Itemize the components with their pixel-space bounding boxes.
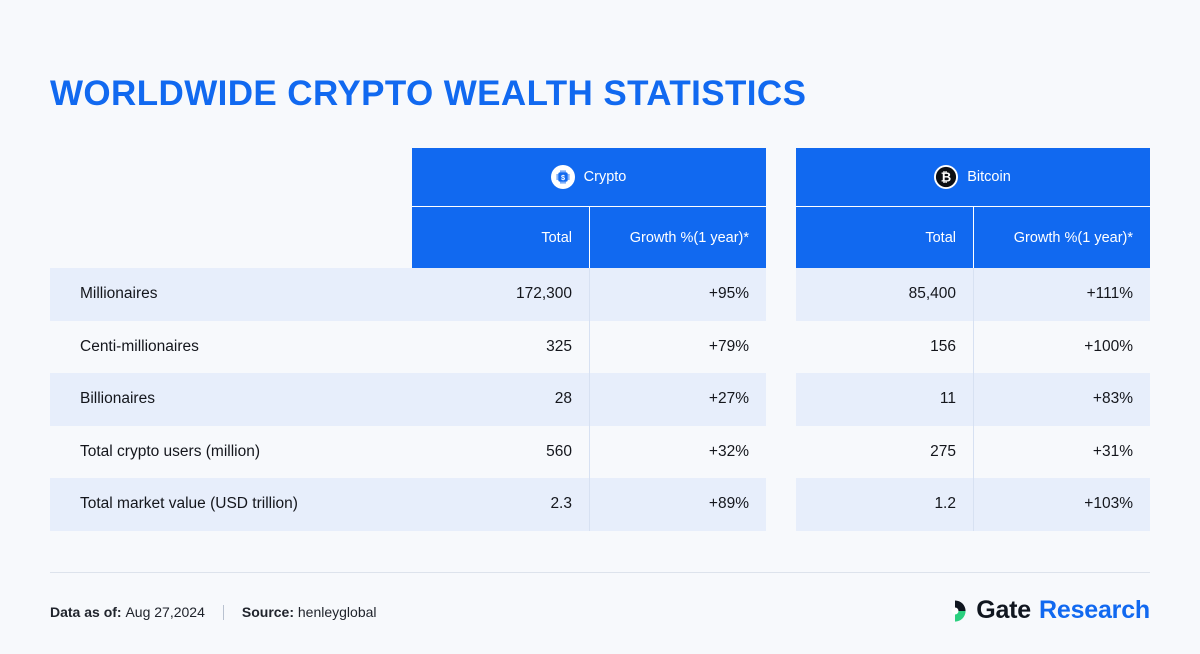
cell-bitcoin-growth: +31% [973, 426, 1150, 479]
footer-divider [50, 572, 1150, 573]
group-header-crypto [412, 148, 766, 206]
subheader-crypto-growth: Growth %(1 year)* [589, 206, 766, 268]
table-row [50, 426, 1150, 479]
column-gap [766, 373, 796, 426]
column-gap [766, 321, 796, 374]
table-body [50, 268, 1150, 531]
cell-crypto-growth: +95% [589, 268, 766, 321]
row-label: Millionaires [50, 268, 412, 321]
group-header-row [50, 148, 1150, 206]
cell-crypto-total: 560 [546, 442, 572, 460]
row-label: Total market value (USD trillion) [50, 478, 412, 531]
column-gap [766, 268, 796, 321]
column-gap-2 [766, 206, 796, 268]
brand-gate-text: Gate [976, 596, 1032, 624]
cell-crypto-growth: +89% [589, 478, 766, 531]
cell-crypto-growth: +27% [589, 373, 766, 426]
svg-text:$: $ [560, 172, 565, 182]
subheader-crypto-total: Total [412, 206, 589, 268]
cell-bitcoin-growth: +103% [973, 478, 1150, 531]
footer-meta [50, 604, 377, 620]
subheader-bitcoin-total: Total [796, 206, 973, 268]
gate-logo-icon [942, 598, 968, 624]
empty-corner-cell-2 [50, 206, 412, 268]
crypto-chip-icon [551, 165, 575, 189]
gate-research-logo [942, 596, 1150, 625]
brand-research-text: Research [1039, 596, 1150, 624]
page-title: WORLDWIDE CRYPTO WEALTH STATISTICS [50, 74, 807, 113]
group-header-bitcoin-label: Bitcoin [967, 169, 1011, 185]
cell-bitcoin-growth: +83% [973, 373, 1150, 426]
cell-crypto-growth: +79% [589, 321, 766, 374]
cell-crypto-total: 325 [546, 337, 572, 355]
table-row [50, 478, 1150, 531]
cell-crypto-total: 28 [412, 373, 589, 426]
footer-separator [223, 605, 224, 620]
table-row [50, 373, 1150, 426]
column-gap [766, 426, 796, 479]
cell-crypto-growth: +32% [589, 426, 766, 479]
cell-crypto-total: 172,300 [412, 268, 589, 321]
stats-table-container [50, 148, 1150, 531]
row-label: Total crypto users (million) [80, 442, 261, 460]
cell-bitcoin-total: 11 [796, 373, 973, 426]
table-row [50, 268, 1150, 321]
data-as-of-value: Aug 27,2024 [125, 604, 205, 620]
stats-table [50, 148, 1150, 531]
row-label: Centi-millionaires [80, 337, 199, 355]
cell-bitcoin-growth: +111% [973, 268, 1150, 321]
cell-crypto-total: 2.3 [412, 478, 589, 531]
table-row [50, 321, 1150, 374]
column-gap [766, 478, 796, 531]
group-header-crypto-label: Crypto [583, 169, 627, 185]
column-gap [766, 148, 796, 206]
cell-bitcoin-growth: +100% [973, 321, 1150, 374]
subheader-bitcoin-growth: Growth %(1 year)* [973, 206, 1150, 268]
bitcoin-icon [934, 165, 958, 189]
table-head [50, 148, 1150, 268]
group-header-bitcoin [796, 148, 1150, 206]
source-value: henleyglobal [297, 604, 377, 620]
svg-text:₿: ₿ [941, 169, 952, 185]
cell-bitcoin-total: 275 [930, 442, 956, 460]
source-label: Source: [241, 604, 294, 620]
sub-header-row [50, 206, 1150, 268]
cell-bitcoin-total: 1.2 [796, 478, 973, 531]
cell-bitcoin-total: 85,400 [796, 268, 973, 321]
data-as-of-label: Data as of: [50, 604, 122, 620]
empty-corner-cell [50, 148, 412, 206]
cell-bitcoin-total: 156 [930, 337, 956, 355]
row-label: Billionaires [50, 373, 412, 426]
